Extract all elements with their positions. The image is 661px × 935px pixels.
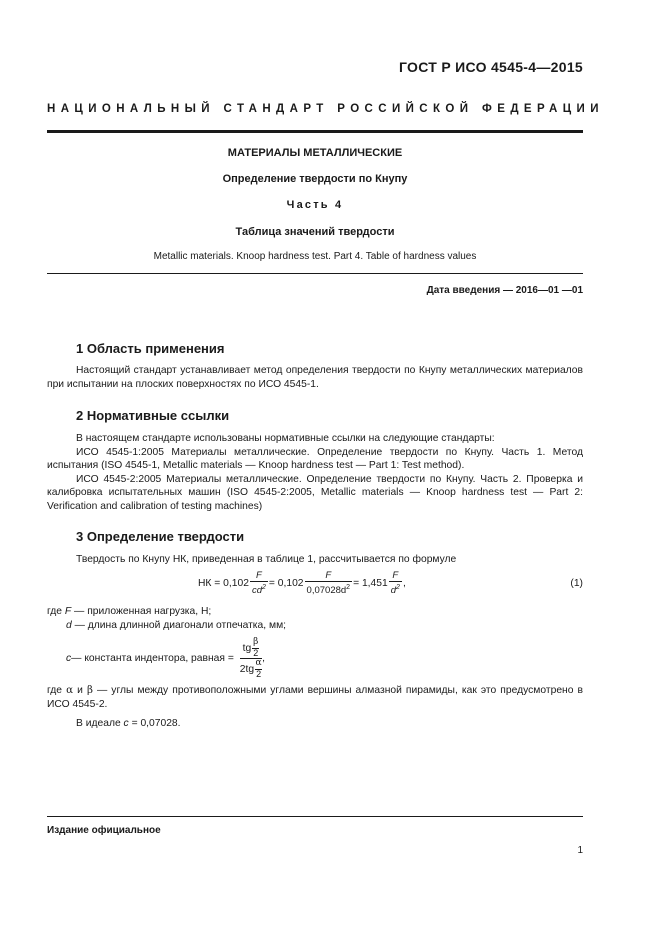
and-text: и — [73, 685, 87, 696]
denominator-0-07028d2 — [305, 581, 353, 596]
formula-comma: , — [402, 577, 406, 589]
fraction-f-cd2 — [250, 570, 268, 596]
ideal-value: = 0,07028. — [128, 718, 181, 729]
where-d-variable: d — [66, 620, 72, 631]
where-f-description: — приложенная нагрузка, Н; — [71, 606, 212, 617]
c-equals: = — [224, 653, 237, 664]
section-2-heading: 2 Нормативные ссылки — [76, 408, 230, 423]
c-comma: , — [262, 653, 265, 664]
title-divider — [47, 273, 583, 274]
formula-lhs: НК = 0,102 — [198, 577, 249, 589]
angles-description: — углы между противоположными углами вершины алмазной пирамиды, как это предусмотрено в ИСО 4545-2. — [47, 685, 583, 710]
denominator-cd2 — [250, 581, 268, 596]
beta-symbol: β — [253, 637, 259, 647]
numerator-f-2: F — [325, 570, 332, 581]
section-1-text — [47, 364, 583, 391]
references-intro: В настоящем стандарте использованы нормативные ссылки на следующие стандарты: — [76, 433, 495, 444]
footer-divider — [47, 816, 583, 817]
page-number: 1 — [577, 845, 583, 856]
where-prefix: где — [47, 606, 65, 617]
where-f-line — [47, 605, 211, 619]
document-part: Часть 4 — [286, 199, 344, 211]
alpha-symbol: α — [255, 658, 262, 668]
numerator-f-3: F — [392, 570, 399, 581]
tg-text: tg — [242, 642, 252, 654]
denominator-d2 — [389, 581, 402, 596]
where-d-line — [66, 619, 286, 633]
standard-number: ГОСТ Р ИСО 4545-4—2015 — [398, 59, 583, 75]
alpha-denominator: 2 — [256, 668, 262, 679]
reference-2: ИСО 4545-2:2005 Материалы металлические. Определение твердости по Кнупу. Часть 2. Проверка и калибровка испытательных машин (ISO 4545-2:2005, Metallic materials — Knoop hardness test — Part 2: Verification and calibration of testing machines) — [47, 473, 583, 512]
section-2-text — [47, 432, 583, 513]
square-exponent-3: 2 — [396, 584, 400, 591]
square-exponent: 2 — [261, 584, 266, 591]
beta-half — [252, 638, 259, 658]
where-d-description: — длина длинной диагонали отпечатка, мм; — [71, 620, 287, 631]
scope-paragraph: Настоящий стандарт устанавливает метод определения твердости по Кнупу металлических материалов при испытании на плоских поверхностях по ИСО 4545-1. — [47, 365, 583, 390]
fraction-f-0-07028d2 — [305, 570, 353, 596]
ideal-value-line — [76, 717, 181, 731]
where-f-variable: F — [64, 606, 72, 617]
c-numerator — [243, 638, 260, 658]
angles-prefix: где — [47, 685, 67, 696]
official-edition-label: Издание официальное — [47, 825, 161, 836]
ideal-variable: c — [123, 718, 129, 729]
national-standard-heading: НАЦИОНАЛЬНЫЙ СТАНДАРТ РОССИЙСКОЙ ФЕДЕРАЦИИ — [47, 103, 604, 115]
section-3-intro — [47, 553, 583, 567]
reference-1: ИСО 4545-1:2005 Материалы металлические. Определение твердости по Кнупу. Часть 1. Метод испытания (ISO 4545-1, Metallic materials — Knoop hardness test — Part 1: Test method). — [47, 446, 583, 471]
english-title: Metallic materials. Knoop hardness test. Part 4. Table of hardness values — [153, 251, 477, 262]
header-divider — [47, 130, 583, 133]
equation-number: (1) — [570, 578, 583, 589]
two-tg-text: 2tg — [239, 663, 255, 675]
fraction-f-d2 — [389, 570, 402, 596]
alpha-inline: α — [66, 684, 74, 696]
table-title: Таблица значений твердости — [235, 226, 395, 238]
beta-denominator: 2 — [253, 647, 259, 658]
formula-equals-3: = 1,451 — [353, 577, 388, 589]
c-denominator — [240, 659, 262, 679]
knoop-formula — [198, 570, 406, 596]
d-text: d — [390, 585, 397, 597]
den2-text: 0,07028d — [306, 585, 347, 597]
section-3-heading: 3 Определение твердости — [76, 529, 245, 544]
document-title: МАТЕРИАЛЫ МЕТАЛЛИЧЕСКИЕ — [227, 147, 403, 159]
formula-intro: Твердость по Кнупу НК, приведенная в таблице 1, рассчитывается по формуле — [76, 554, 457, 565]
alpha-half — [255, 659, 262, 679]
square-exponent-2: 2 — [346, 584, 351, 591]
beta-inline: β — [86, 684, 93, 696]
cd-text: cd — [251, 585, 262, 597]
numerator-f: F — [256, 570, 262, 581]
formula-equals-2: = 0,102 — [268, 577, 304, 589]
section-1-heading: 1 Область применения — [76, 341, 225, 356]
angles-text — [47, 684, 583, 711]
where-c-description: — константа индентора, равная — [71, 653, 225, 664]
where-c-line — [66, 638, 265, 679]
introduction-date: Дата введения — 2016—01 —01 — [426, 285, 583, 296]
angles-paragraph — [47, 684, 583, 711]
ideal-prefix: В идеале — [76, 718, 124, 729]
where-c-variable: c — [66, 653, 72, 664]
indenter-constant-fraction — [240, 638, 262, 679]
document-subtitle: Определение твердости по Кнупу — [222, 173, 408, 185]
